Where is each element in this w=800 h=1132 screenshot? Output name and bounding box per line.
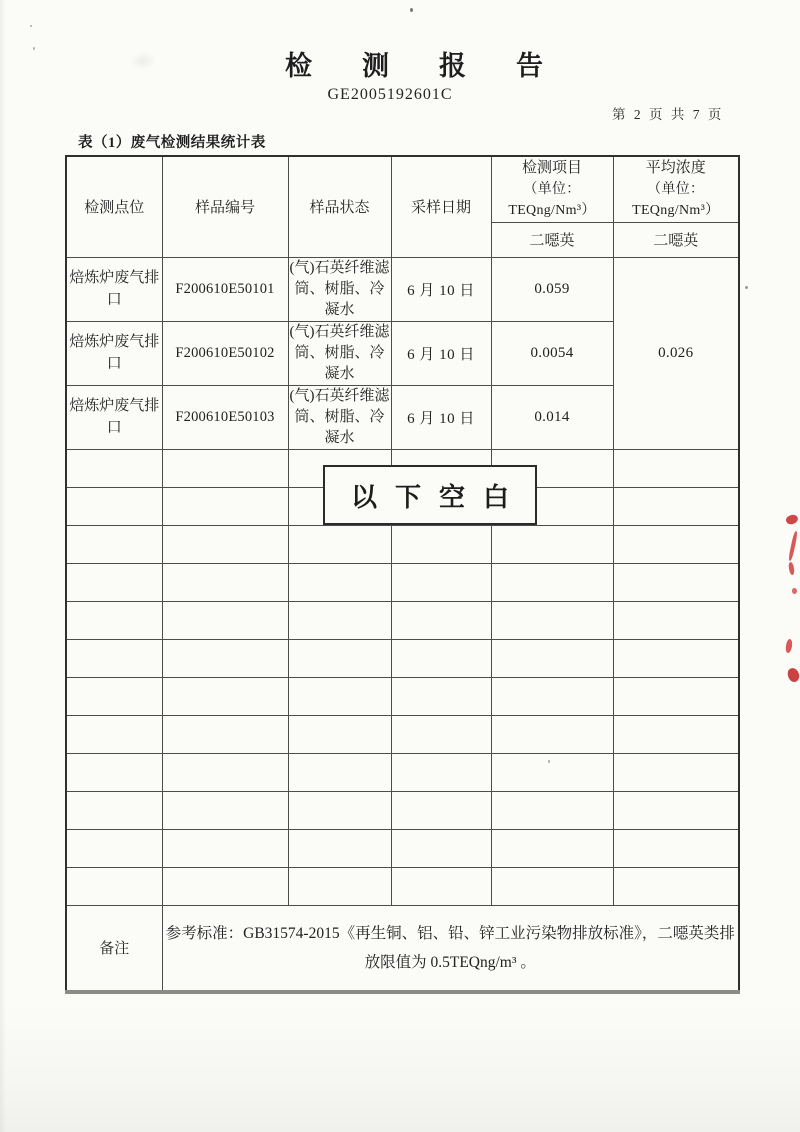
scan-speck — [410, 8, 413, 12]
scan-speck — [548, 760, 550, 763]
red-pen-mark — [786, 667, 800, 683]
monitoring-point: 焙炼炉废气排口 — [66, 321, 162, 385]
dioxin-value: 0.0054 — [491, 321, 613, 385]
report-number: GE2005192601C — [327, 86, 453, 103]
header-monitoring-point: 检测点位 — [66, 156, 162, 257]
empty-row — [66, 525, 739, 563]
sample-id: F200610E50101 — [162, 257, 288, 321]
sample-id: F200610E50102 — [162, 321, 288, 385]
red-pen-mark — [785, 513, 799, 526]
header-test-item — [491, 156, 613, 222]
red-pen-mark — [792, 588, 797, 594]
page-indicator: 第 2 页 共 7 页 — [612, 107, 724, 122]
sampling-date: 6 月 10 日 — [391, 257, 491, 321]
empty-row — [66, 715, 739, 753]
header-average-unit: TEQng/Nm³） — [632, 202, 720, 218]
header-sample-id: 样品编号 — [162, 156, 288, 257]
dioxin-value: 0.014 — [491, 385, 613, 449]
red-pen-mark — [785, 639, 793, 654]
average-value: 0.026 — [613, 257, 739, 449]
scan-smudge — [130, 52, 156, 70]
header-test-item-unit: TEQng/Nm³） — [508, 202, 596, 218]
subheader-dioxin: 二噁英 — [491, 222, 613, 257]
sampling-date: 6 月 10 日 — [391, 385, 491, 449]
blank-below-label: 以下空白 — [350, 482, 527, 512]
scan-speck — [745, 286, 748, 289]
data-row-1 — [66, 257, 739, 321]
dioxin-value: 0.059 — [491, 257, 613, 321]
scan-speck — [33, 47, 35, 50]
empty-row — [66, 677, 739, 715]
header-sample-status: 样品状态 — [288, 156, 391, 257]
remark-text: 参考标准：GB31574-2015《再生铜、铝、铅、锌工业污染物排放标准》，二噁英类排放限值为 0.5TEQng/m³ 。 — [162, 905, 739, 992]
header-average-title: 平均浓度 — [645, 159, 706, 176]
header-test-item-title: 检测项目 — [521, 159, 582, 176]
subheader-dioxin-average: 二噁英 — [613, 222, 739, 257]
monitoring-point: 焙炼炉废气排口 — [66, 257, 162, 321]
sample-id: F200610E50103 — [162, 385, 288, 449]
empty-row — [66, 829, 739, 867]
waste-gas-results-table — [65, 155, 740, 994]
sample-status: (气)石英纤维滤筒、树脂、冷凝水 — [288, 385, 391, 449]
table-header-row — [66, 156, 739, 222]
empty-row — [66, 563, 739, 601]
red-pen-mark — [788, 531, 798, 561]
sample-status: (气)石英纤维滤筒、树脂、冷凝水 — [288, 321, 391, 385]
blank-below-box — [323, 465, 537, 525]
empty-row — [66, 791, 739, 829]
empty-row — [66, 753, 739, 791]
empty-row — [66, 867, 739, 905]
header-average-unit-open: （单位： — [647, 181, 705, 197]
empty-row — [66, 601, 739, 639]
scan-bottom-shadow — [0, 1002, 800, 1132]
scan-speck — [30, 25, 32, 27]
table-caption: 表（1）废气检测结果统计表 — [78, 135, 266, 151]
sampling-date: 6 月 10 日 — [391, 321, 491, 385]
remark-row — [66, 905, 739, 992]
sample-status: (气)石英纤维滤筒、树脂、冷凝水 — [288, 257, 391, 321]
report-title: 检测报告 — [285, 51, 593, 81]
monitoring-point: 焙炼炉废气排口 — [66, 385, 162, 449]
header-average-concentration — [613, 156, 739, 222]
scan-edge-shadow — [0, 0, 6, 1132]
header-sampling-date: 采样日期 — [391, 156, 491, 257]
remark-label: 备注 — [66, 905, 162, 992]
header-test-item-unit-open: （单位： — [523, 181, 581, 197]
red-pen-mark — [788, 562, 795, 576]
empty-row — [66, 639, 739, 677]
